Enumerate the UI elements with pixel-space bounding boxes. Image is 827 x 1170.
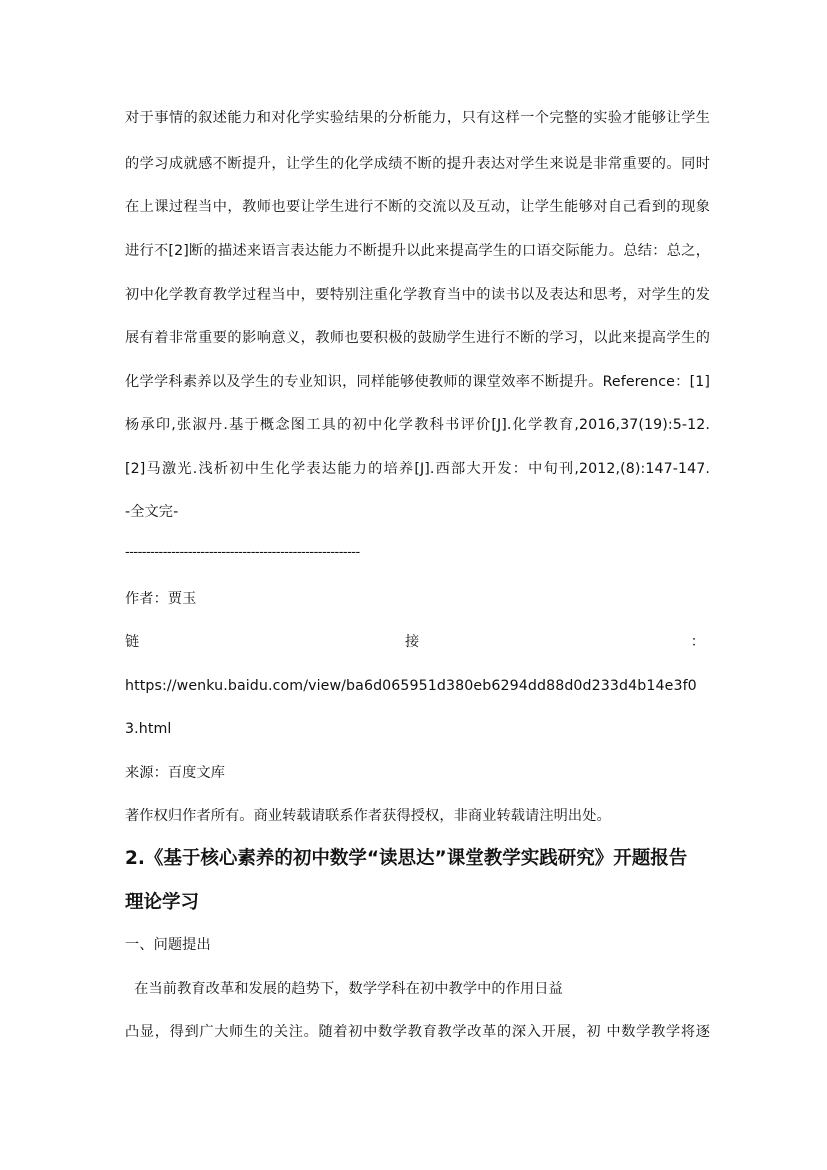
link-label-row (125, 632, 705, 652)
subheading-problem-statement: 一、问题提出 (125, 937, 211, 953)
reference-line-1: 杨承印,张淑丹.基于概念图工具的初中化学教科书评价[J].化学教育,2016,37(19):5-12. (125, 417, 710, 433)
body-line-1: 对于事情的叙述能力和对化学实验结果的分析能力，只有这样一个完整的实验才能够让学生 (125, 110, 710, 126)
body-line-3: 在上课过程当中，教师也要让学生进行不断的交流以及互动，让学生能够对自己看到的现象 (125, 199, 710, 215)
reference-line-2: [2]马激光.浅析初中生化学表达能力的培养[J].西部大开发：中旬刊,2012,(8):147-147. (125, 461, 710, 477)
source-line: 来源：百度文库 (125, 765, 226, 781)
section-2-title: 2.《基于核心素养的初中数学“读思达”课堂教学实践研究》开题报告 (125, 848, 688, 869)
paragraph-line-1: 在当前教育改革和发展的趋势下，数学学科在初中教学中的作用日益 (125, 981, 563, 997)
author-line: 作者：贾玉 (125, 591, 197, 607)
end-of-text-marker: -全文完- (125, 504, 179, 520)
link-label-char-2: 接 (405, 634, 420, 650)
body-line-6: 展有着非常重要的影响意义，教师也要积极的鼓励学生进行不断的学习，以此来提高学生的 (125, 330, 710, 346)
body-line-4: 进行不[2]断的描述来语言表达能力不断提升以此来提高学生的口语交际能力。总结：总之， (125, 243, 710, 259)
body-line-5: 初中化学教育教学过程当中，要特别注重化学教育当中的读书以及表达和思考，对学生的发 (125, 287, 710, 303)
link-label-char-1: 链 (125, 634, 140, 650)
body-line-2: 的学习成就感不断提升，让学生的化学成绩不断的提升表达对学生来说是非常重要的。同时 (125, 156, 710, 172)
source-url-line-1[interactable]: https://wenku.baidu.com/view/ba6d065951d380eb6294dd88d0d233d4b14e3f0 (125, 678, 697, 694)
paragraph-line-2: 凸显，得到广大师生的关注。随着初中数学教育教学改革的深入开展，初 中数学教学将逐 (125, 1024, 710, 1040)
body-line-7: 化学学科素养以及学生的专业知识，同样能够使教师的课堂效率不断提升。Reference：[1] (125, 374, 710, 390)
copyright-notice: 著作权归作者所有。商业转载请联系作者获得授权，非商业转载请注明出处。 (125, 808, 611, 824)
link-label-colon: ： (690, 634, 705, 650)
section-2-title-line-2: 理论学习 (125, 892, 200, 913)
source-url-line-2[interactable]: 3.html (125, 721, 172, 737)
divider-line: -------------------------------------------------------- (125, 545, 360, 560)
